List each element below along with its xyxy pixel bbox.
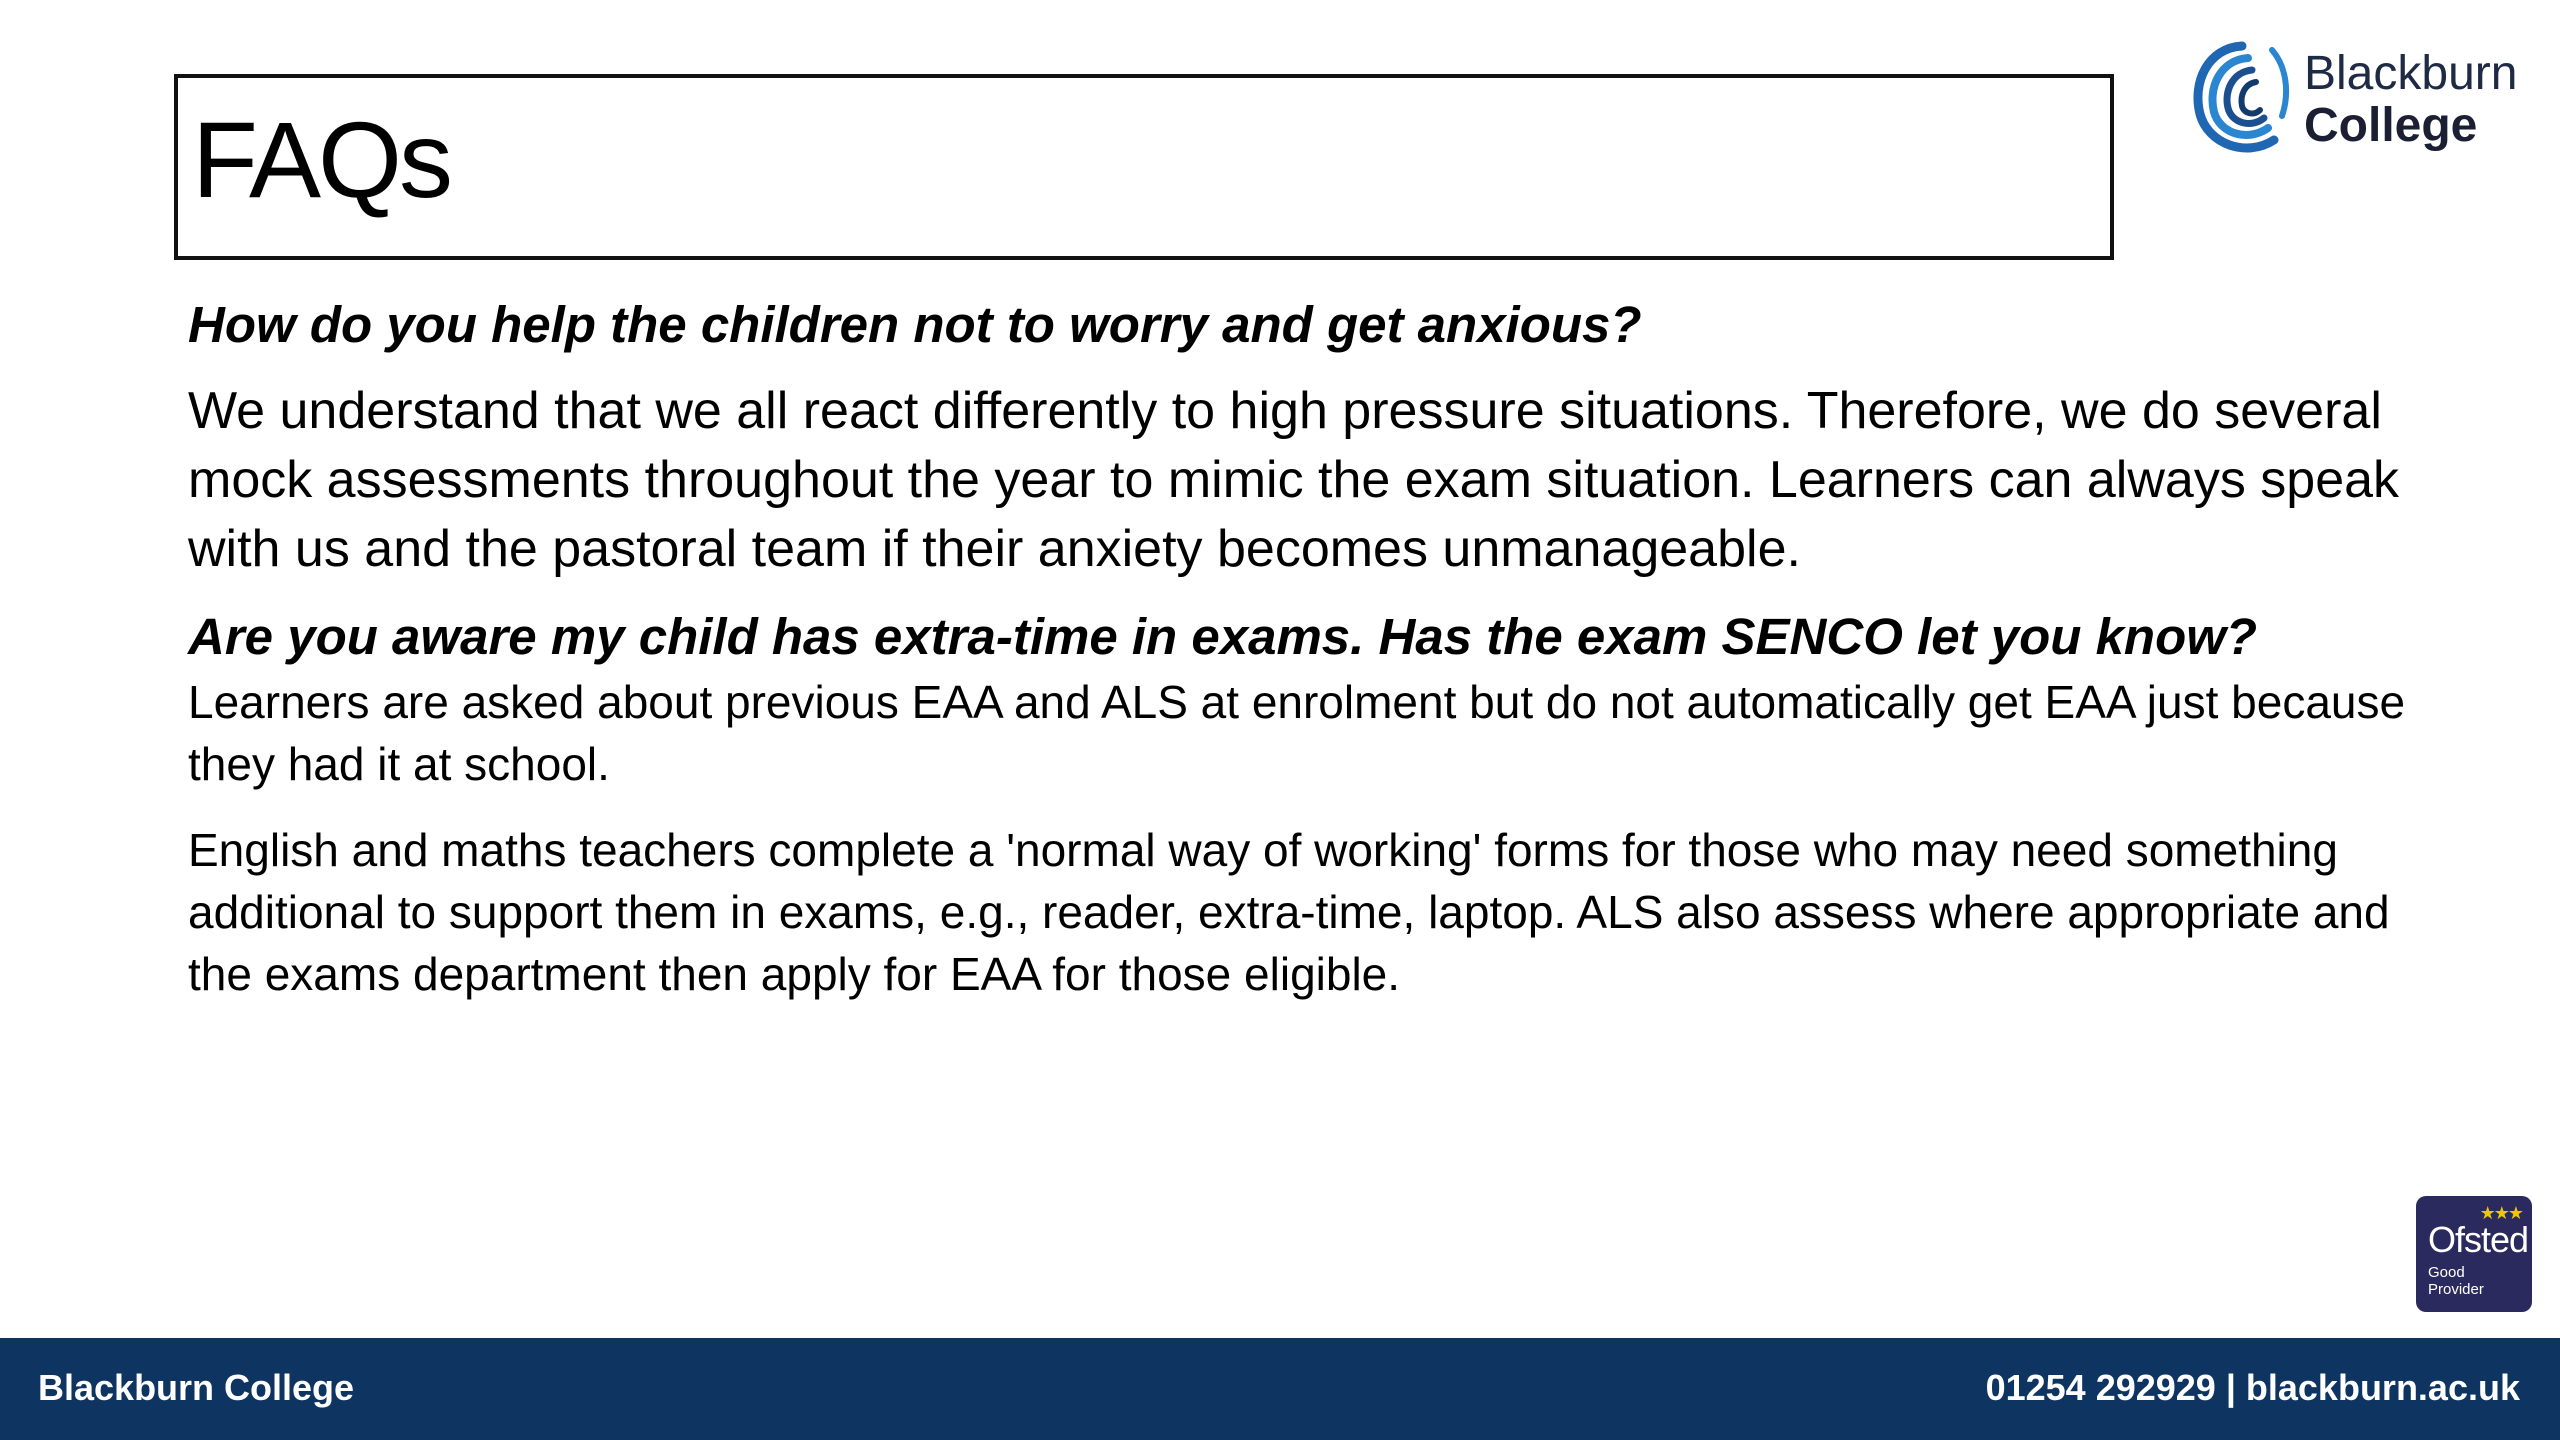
faq-question-1: How do you help the children not to worry and get anxious? <box>188 296 1642 353</box>
faq-answer-2a: Learners are asked about previous EAA and ALS at enrolment but do not automatically get EAA just because they had it at school. <box>188 676 2406 790</box>
ofsted-badge <box>2416 1196 2532 1312</box>
faq-content <box>188 290 2418 1005</box>
ofsted-rating-line-1: Good <box>2428 1264 2465 1281</box>
ofsted-stars-icon: ★★★ <box>2479 1203 2522 1223</box>
footer-college-name: Blackburn College <box>38 1367 355 1408</box>
footer-bar <box>0 1338 2560 1440</box>
college-logo <box>2186 36 2526 166</box>
ofsted-rating <box>2428 1264 2528 1298</box>
page-title: FAQs <box>192 99 451 220</box>
blackburn-college-swirl-logo-icon <box>2186 36 2298 160</box>
logo-line-2: College <box>2304 99 2478 152</box>
footer-contact: 01254 292929 | blackburn.ac.uk <box>1985 1367 2520 1408</box>
logo-line-1: Blackburn <box>2304 47 2518 100</box>
faq-answer-1: We understand that we all react differently to high pressure situations. Therefore, we do several mock assessments throughout the year to mimic the exam situation. Learners can always speak with us and the pastoral team if their anxiety becomes unmanageable. <box>188 382 2400 578</box>
ofsted-rating-line-2: Provider <box>2428 1281 2484 1298</box>
faq-answer-2b: English and maths teachers complete a 'normal way of working' forms for those who may need something additional to support them in exams, e.g., reader, extra-time, laptop. ALS also assess where appropriate and the exams department then apply for EAA for those eligible. <box>188 824 2390 1000</box>
faq-question-2: Are you aware my child has extra-time in exams. Has the exam SENCO let you know? <box>188 608 2258 665</box>
ofsted-name: Ofsted <box>2428 1219 2529 1260</box>
title-box <box>174 74 2114 260</box>
logo-wordmark <box>2304 48 2517 152</box>
